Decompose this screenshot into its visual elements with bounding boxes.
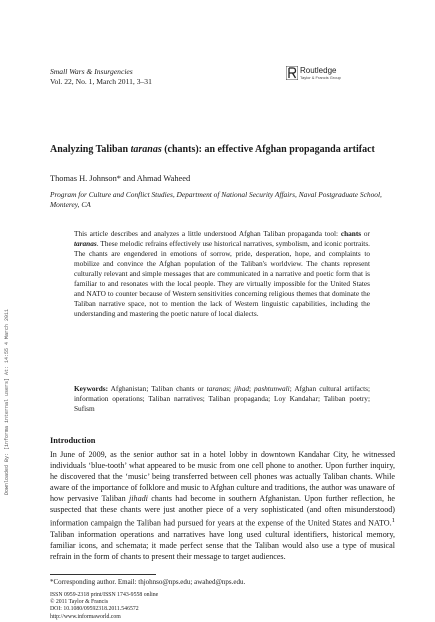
journal-header — [50, 67, 152, 87]
journal-name: Small Wars & Insurgencies — [50, 67, 133, 76]
doi-line: DOI: 10.1080/09592318.2011.546572 — [50, 606, 139, 613]
routledge-r-icon — [286, 66, 298, 80]
website-link[interactable]: http://www.informaworld.com — [50, 613, 121, 620]
copyright-line: © 2011 Taylor & Francis — [50, 599, 109, 606]
corresponding-author-footnote: *Corresponding author. Email: thjohnso@nps.edu; awahed@nps.edu. — [50, 578, 246, 586]
download-stamp: Downloaded By: [informa internal users] At: 14:55 4 March 2011 — [4, 308, 10, 495]
publisher-subtitle: Taylor & Francis Group — [300, 75, 341, 80]
section-heading: Introduction — [50, 436, 96, 445]
footnote-divider — [50, 574, 156, 575]
journal-issue: Vol. 22, No. 1, March 2011, 3–31 — [50, 77, 152, 86]
keywords: Keywords: Afghanistan; Taliban chants or taranas; jihad; pashtunwali; Afghan cultural artifacts; information operations; Taliban narratives; Taliban propaganda; Loy Kandahar; Taliban poetry; Sufism — [74, 384, 370, 413]
body-paragraph: In June of 2009, as the senior author sat in a hotel lobby in downtown Kandahar City, he witnessed individuals ‘blue-tooth’ what appeared to be music from one cell phone to another. Upon further inquiry, he discovered that the ‘music’ being transferred between cell phones was actually Taliban chants. While aware of the importance of folklore and music to Afghan culture and traditions, the author was unaware of how pervasive Taliban jihadi chants had become in southern Afghanistan. Upon further reflection, he suspected that these chants were just another piece of a very sophisticated (and often misunderstood) information campaign the Taliban had pursued for years at the expense of the United States and NATO.$^1$ Taliban information operations and narratives have long used cultural identifiers, historical memory, familiar icons, and schemata; it made perfect sense that the Taliban would also use a type of musical refrain in the form of chants to present their message to target audiences. — [50, 450, 395, 561]
article-authors: Thomas H. Johnson* and Ahmad Waheed — [50, 174, 191, 183]
publisher-name: Routledge — [300, 66, 337, 75]
article-title: Analyzing Taliban taranas (chants): an effective Afghan propaganda artifact — [50, 144, 375, 155]
publisher-logo — [286, 66, 341, 80]
abstract: This article describes and analyzes a little understood Afghan Taliban propaganda tool: chants or taranas. These melodic refrains effectively use historical narratives, symbolism, and iconic portraits. The chants are engendered in emotions of sorrow, pride, desperation, hope, and complaints to mobilize and convince the Afghan population of the Taliban's worldview. The chants represent culturally relevant and simple messages that are communicated in a narrative and poetic form that is familiar to and resonates with the local people. They are virtually impossible for the United States and NATO to counter because of Western sensitivities concerning religious themes that dominate the Taliban narrative space, not to mention the lack of Western linguistic capabilities, including the understanding and mastering the poetic nature of local dialects. — [74, 229, 370, 318]
author-affiliation: Program for Culture and Conflict Studies, Department of National Security Affairs, Naval Postgraduate School, Monterey, CA — [50, 190, 382, 209]
publication-imprint — [50, 592, 158, 621]
footnote-ref[interactable]: 1 — [391, 517, 395, 524]
keywords-label: Keywords: — [74, 384, 109, 393]
issn-line: ISSN 0959-2318 print/ISSN 1743-9558 online — [50, 592, 159, 598]
